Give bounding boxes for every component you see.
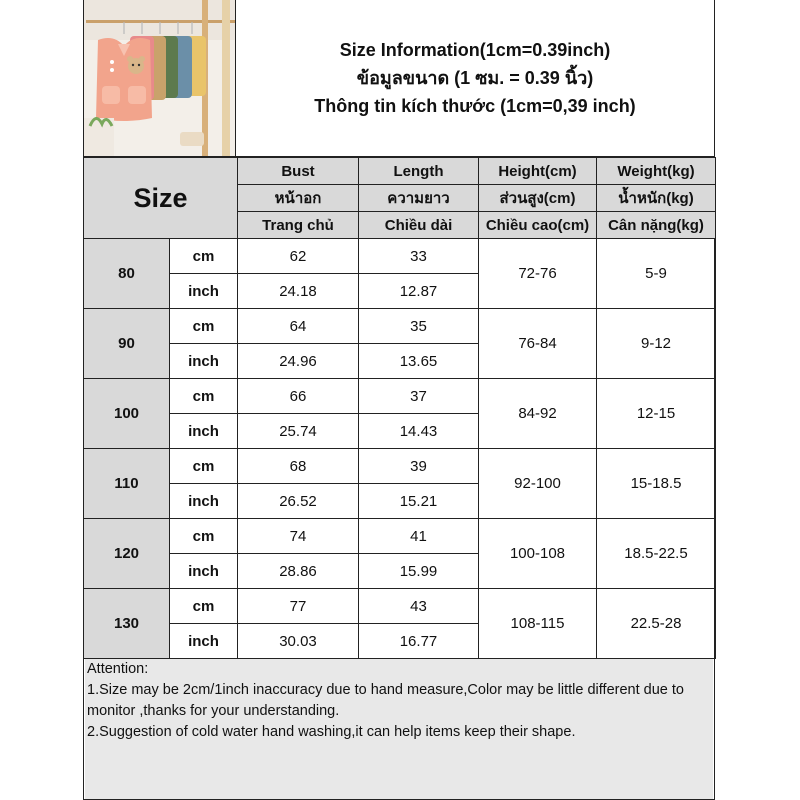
- weight-header-th: น้ำหนัก(kg): [597, 185, 716, 212]
- bust-inch: 25.74: [238, 414, 359, 449]
- table-row: [84, 519, 716, 554]
- unit-cm: cm: [170, 379, 238, 414]
- bust-header-vi: Trang chủ: [238, 212, 359, 239]
- bust-cm: 64: [238, 309, 359, 344]
- length-cm: 41: [359, 519, 479, 554]
- height-range: 76-84: [479, 309, 597, 379]
- height-range: 92-100: [479, 449, 597, 519]
- unit-cm: cm: [170, 519, 238, 554]
- height-header-vi: Chiều cao(cm): [479, 212, 597, 239]
- length-cm: 35: [359, 309, 479, 344]
- weight-range: 12-15: [597, 379, 716, 449]
- bust-header-en: Bust: [238, 158, 359, 185]
- length-inch: 13.65: [359, 344, 479, 379]
- bust-cm: 66: [238, 379, 359, 414]
- length-inch: 15.99: [359, 554, 479, 589]
- length-cm: 37: [359, 379, 479, 414]
- unit-cm: cm: [170, 449, 238, 484]
- bust-inch: 28.86: [238, 554, 359, 589]
- bust-inch: 30.03: [238, 624, 359, 659]
- size-value: 90: [84, 309, 170, 379]
- unit-cm: cm: [170, 309, 238, 344]
- bust-cm: 62: [238, 239, 359, 274]
- size-information-title: [236, 0, 714, 157]
- attention-note-1: 1.Size may be 2cm/1inch inaccuracy due to hand measure,Color may be little different due to monitor ,thanks for your understanding.: [87, 682, 684, 719]
- unit-inch: inch: [170, 554, 238, 589]
- table-row: [84, 379, 716, 414]
- attention-note-2: 2.Suggestion of cold water hand washing,it can help items keep their shape.: [87, 724, 576, 740]
- attention-heading: Attention:: [87, 661, 149, 677]
- unit-cm: cm: [170, 239, 238, 274]
- attention-notes: [85, 659, 713, 799]
- title-vietnamese: Thông tin kích thước (1cm=0,39 inch): [314, 96, 636, 116]
- unit-inch: inch: [170, 344, 238, 379]
- length-inch: 12.87: [359, 274, 479, 309]
- weight-header-vi: Cân nặng(kg): [597, 212, 716, 239]
- unit-inch: inch: [170, 484, 238, 519]
- bust-cm: 77: [238, 589, 359, 624]
- height-range: 108-115: [479, 589, 597, 659]
- height-range: 72-76: [479, 239, 597, 309]
- length-header-vi: Chiều dài: [359, 212, 479, 239]
- bust-inch: 26.52: [238, 484, 359, 519]
- size-header: Size: [84, 158, 238, 239]
- title-thai: ข้อมูลขนาด (1 ซม. = 0.39 นิ้ว): [356, 68, 594, 88]
- height-range: 84-92: [479, 379, 597, 449]
- unit-cm: cm: [170, 589, 238, 624]
- table-row: [84, 239, 716, 274]
- bust-cm: 74: [238, 519, 359, 554]
- length-inch: 16.77: [359, 624, 479, 659]
- kids-vest-rack-photo-icon: [84, 0, 236, 157]
- bust-cm: 68: [238, 449, 359, 484]
- weight-range: 18.5-22.5: [597, 519, 716, 589]
- length-header-th: ความยาว: [359, 185, 479, 212]
- size-value: 110: [84, 449, 170, 519]
- table-row: [84, 309, 716, 344]
- product-photo: [84, 0, 236, 157]
- bust-inch: 24.18: [238, 274, 359, 309]
- weight-header-en: Weight(kg): [597, 158, 716, 185]
- length-inch: 15.21: [359, 484, 479, 519]
- bust-inch: 24.96: [238, 344, 359, 379]
- height-range: 100-108: [479, 519, 597, 589]
- unit-inch: inch: [170, 274, 238, 309]
- size-value: 100: [84, 379, 170, 449]
- length-header-en: Length: [359, 158, 479, 185]
- height-header-en: Height(cm): [479, 158, 597, 185]
- length-cm: 43: [359, 589, 479, 624]
- size-value: 120: [84, 519, 170, 589]
- bust-header-th: หน้าอก: [238, 185, 359, 212]
- length-cm: 39: [359, 449, 479, 484]
- size-table: [83, 157, 716, 659]
- size-value: 130: [84, 589, 170, 659]
- length-inch: 14.43: [359, 414, 479, 449]
- weight-range: 15-18.5: [597, 449, 716, 519]
- table-row: [84, 449, 716, 484]
- title-english: Size Information(1cm=0.39inch): [339, 40, 611, 60]
- length-cm: 33: [359, 239, 479, 274]
- size-value: 80: [84, 239, 170, 309]
- weight-range: 5-9: [597, 239, 716, 309]
- unit-inch: inch: [170, 414, 238, 449]
- unit-inch: inch: [170, 624, 238, 659]
- table-row: [84, 589, 716, 624]
- height-header-th: ส่วนสูง(cm): [479, 185, 597, 212]
- weight-range: 9-12: [597, 309, 716, 379]
- weight-range: 22.5-28: [597, 589, 716, 659]
